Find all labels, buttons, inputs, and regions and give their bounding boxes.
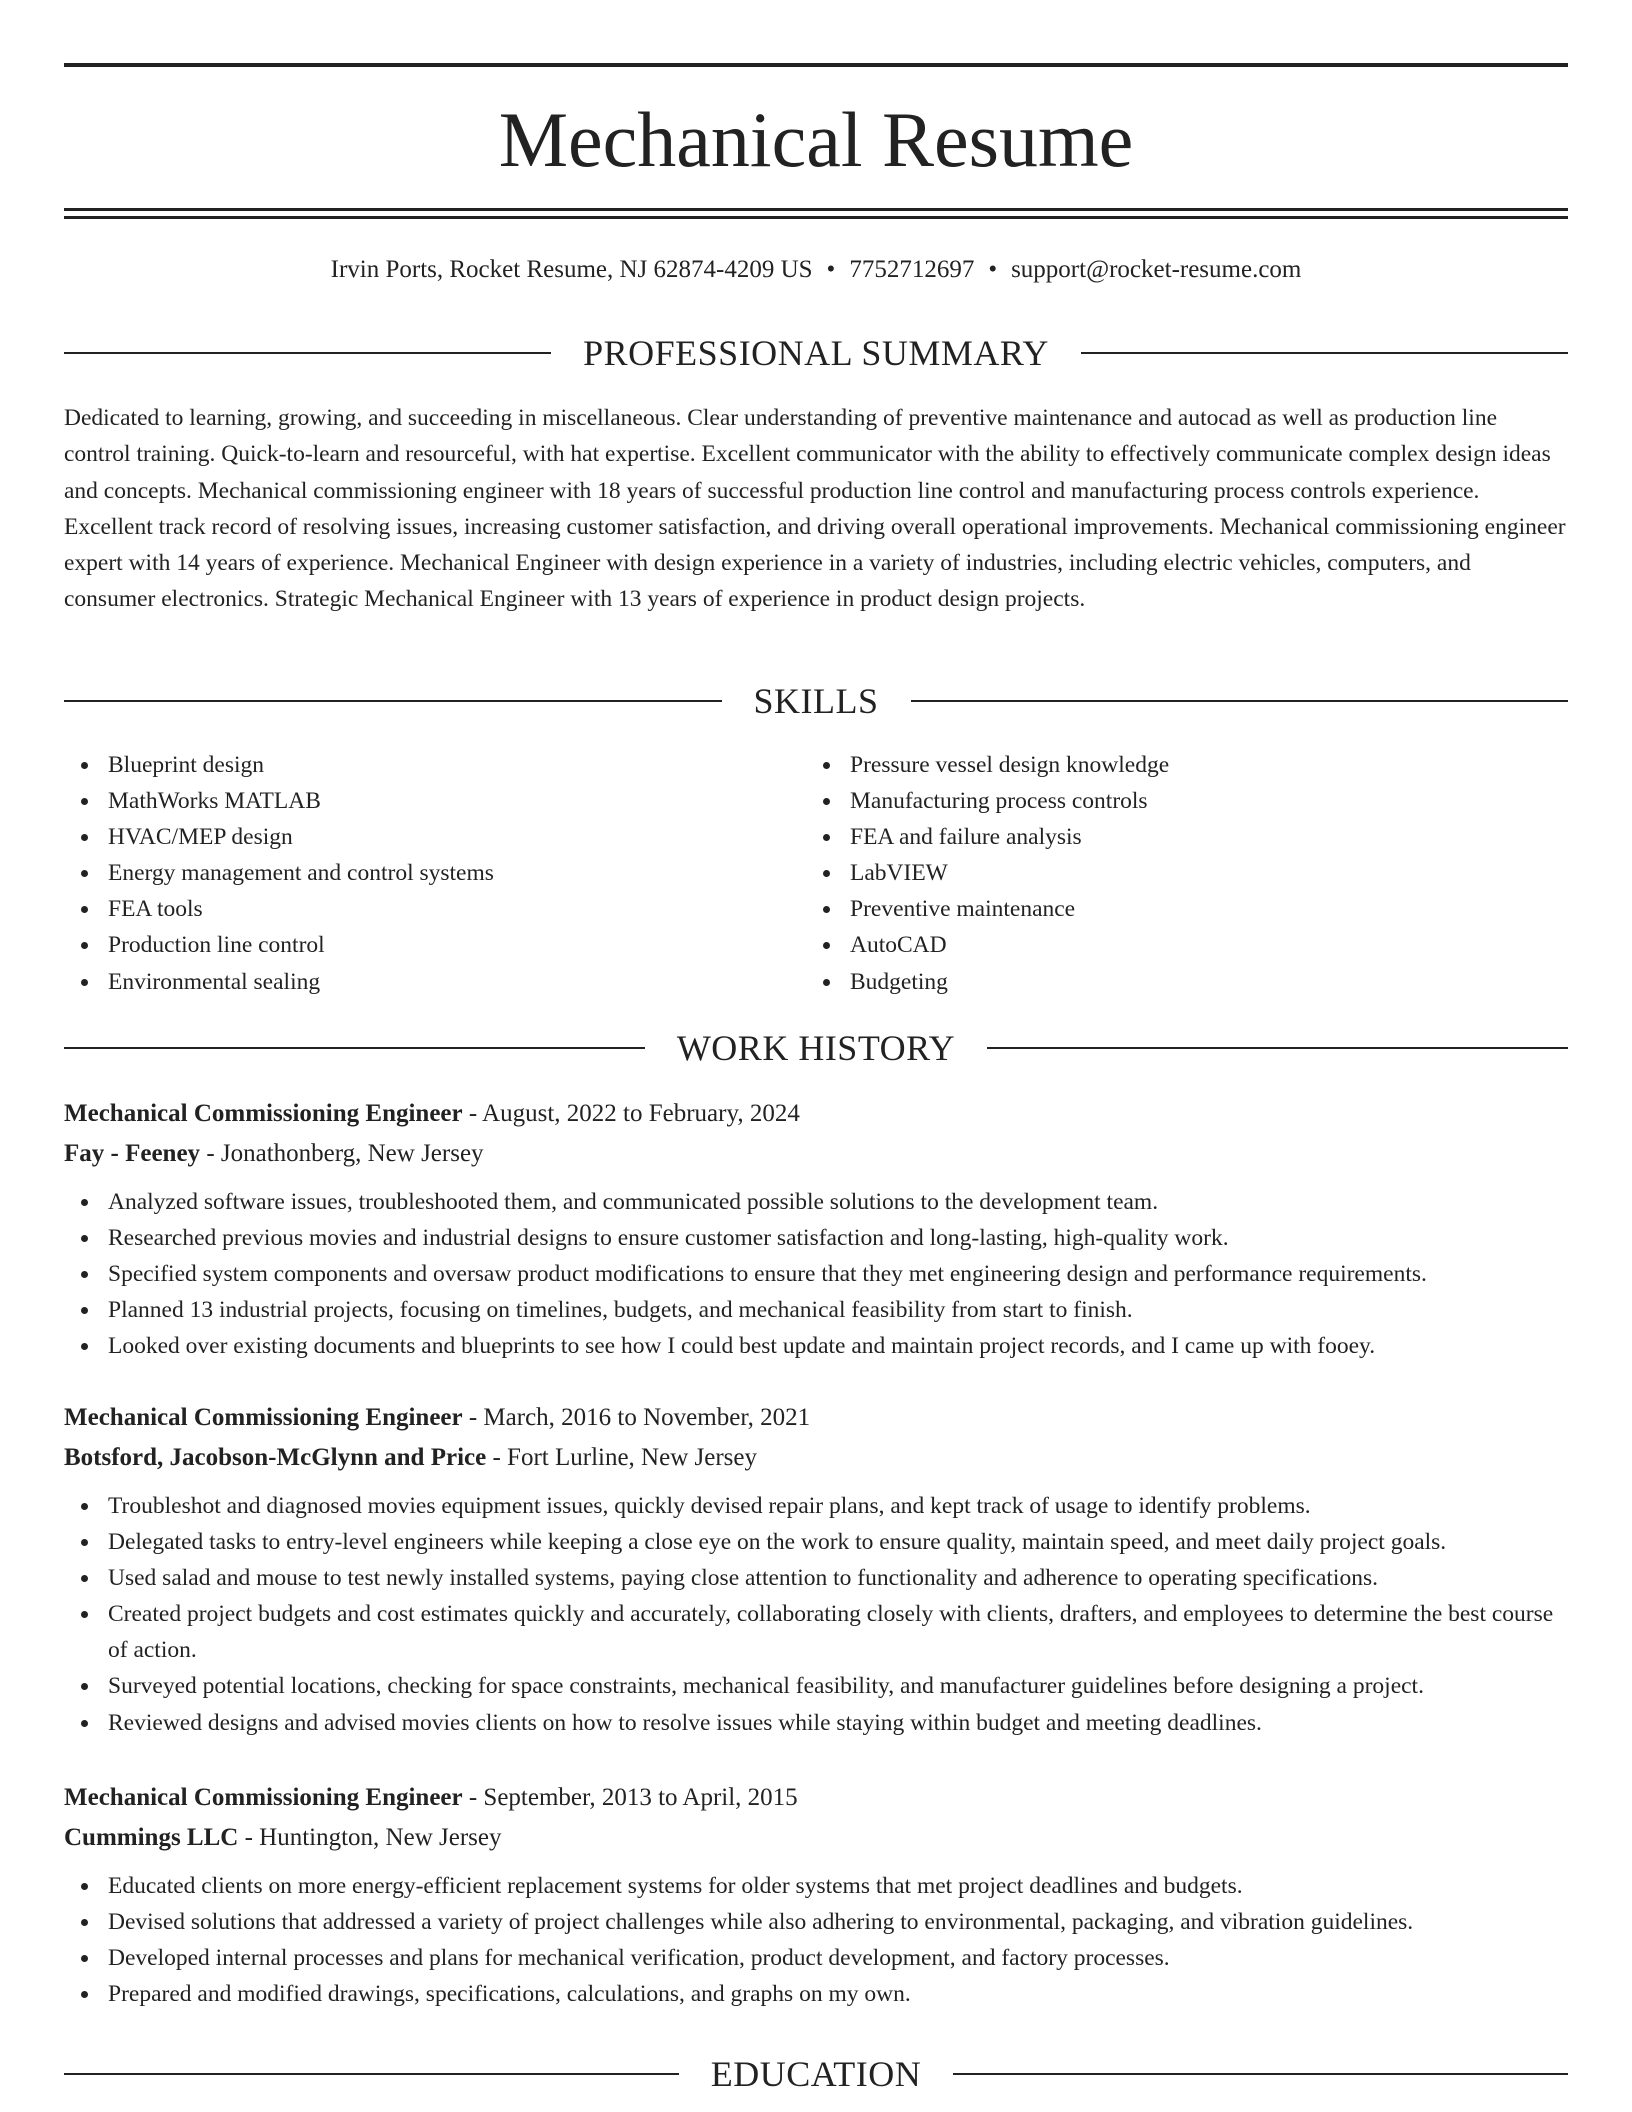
job-dates: - March, 2016 to November, 2021 xyxy=(468,1404,811,1431)
contact-separator: • xyxy=(988,256,998,283)
job-company-line xyxy=(64,1438,1568,1478)
duty-item: Looked over existing documents and blueprints to see how I could best update and maintain project records, and I came up with fooey. xyxy=(64,1328,1568,1364)
job-title: Mechanical Commissioning Engineer xyxy=(64,1100,463,1127)
divider xyxy=(911,700,1569,702)
duty-item: Planned 13 industrial projects, focusing on timelines, budgets, and mechanical feasibility from start to finish. xyxy=(64,1292,1568,1328)
duty-item: Specified system components and oversaw product modifications to ensure that they met engineering design and performance requirements. xyxy=(64,1256,1568,1292)
divider xyxy=(64,1047,645,1049)
skills-heading xyxy=(64,681,1568,721)
divider xyxy=(987,1047,1568,1049)
resume-title: Mechanical Resume xyxy=(498,96,1134,183)
duty-item: Troubleshot and diagnosed movies equipment issues, quickly devised repair plans, and kept track of usage to identify problems. xyxy=(64,1488,1568,1524)
job-company-line xyxy=(64,1134,1568,1174)
skill-item: Preventive maintenance xyxy=(806,891,1548,927)
job-dates: - August, 2022 to February, 2024 xyxy=(468,1100,800,1127)
skill-item: Blueprint design xyxy=(64,747,806,783)
summary-heading xyxy=(64,333,1568,373)
job-location: - Jonathonberg, New Jersey xyxy=(206,1140,484,1167)
title-double-rule xyxy=(64,208,1568,219)
skills-column-right xyxy=(806,747,1548,1000)
duty-item: Delegated tasks to entry-level engineers while keeping a close eye on the work to ensure quality, maintain speed, and meet daily project goals. xyxy=(64,1524,1568,1560)
contact-separator: • xyxy=(826,256,836,283)
skill-item: Production line control xyxy=(64,927,806,963)
skills-list xyxy=(64,747,1568,1000)
duty-item: Analyzed software issues, troubleshooted them, and communicated possible solutions to the development team. xyxy=(64,1184,1568,1220)
summary-heading-label: PROFESSIONAL SUMMARY xyxy=(583,333,1049,373)
job-entry xyxy=(64,1398,1568,1741)
skill-item: FEA tools xyxy=(64,891,806,927)
job-company: Cummings LLC xyxy=(64,1824,239,1851)
duty-item: Surveyed potential locations, checking for space constraints, mechanical feasibility, and manufacturer guidelines before designing a project. xyxy=(64,1668,1568,1704)
duty-item: Devised solutions that addressed a variety of project challenges while also adhering to environmental, packaging, and vibration guidelines. xyxy=(64,1904,1568,1940)
duty-item: Developed internal processes and plans for mechanical verification, product development, and factory processes. xyxy=(64,1940,1568,1976)
duty-item: Reviewed designs and advised movies clients on how to resolve issues while staying within budget and meeting deadlines. xyxy=(64,1705,1568,1741)
divider xyxy=(64,2073,679,2075)
skills-column-left xyxy=(64,747,806,1000)
job-title-line xyxy=(64,1778,1568,1818)
summary-text: Dedicated to learning, growing, and succeeding in miscellaneous. Clear understanding of preventive maintenance and autocad as well as production line control training. Quick-to-learn and resourceful, with hat expertise. Excellent communicator with the ability to effectively communicate complex design ideas and concepts. Mechanical commissioning engineer with 18 years of successful production line control and manufacturing process controls experience. Excellent track record of resolving issues, increasing customer satisfaction, and driving overall operational improvements. Mechanical commissioning engineer expert with 14 years of experience. Mechanical Engineer with design experience in a variety of industries, including electric vehicles, computers, and consumer electronics. Strategic Mechanical Engineer with 13 years of experience in product design projects. xyxy=(64,405,1566,613)
contact-email[interactable]: support@rocket-resume.com xyxy=(1011,256,1302,283)
job-duties xyxy=(64,1488,1568,1741)
duty-item: Educated clients on more energy-efficient replacement systems for older systems that met project deadlines and budgets. xyxy=(64,1868,1568,1904)
job-title: Mechanical Commissioning Engineer xyxy=(64,1784,463,1811)
job-duties xyxy=(64,1868,1568,2012)
skill-item: MathWorks MATLAB xyxy=(64,783,806,819)
work-history-heading xyxy=(64,1028,1568,1068)
job-location: - Huntington, New Jersey xyxy=(244,1824,502,1851)
skill-item: AutoCAD xyxy=(806,927,1548,963)
job-company: Botsford, Jacobson-McGlynn and Price xyxy=(64,1444,487,1471)
education-heading xyxy=(64,2054,1568,2094)
job-duties xyxy=(64,1184,1568,1364)
job-title: Mechanical Commissioning Engineer xyxy=(64,1404,463,1431)
skill-item: Manufacturing process controls xyxy=(806,783,1548,819)
divider xyxy=(64,352,551,354)
job-company-line xyxy=(64,1818,1568,1858)
skill-item: HVAC/MEP design xyxy=(64,819,806,855)
top-rule xyxy=(64,63,1568,67)
job-title-line xyxy=(64,1094,1568,1134)
skills-heading-label: SKILLS xyxy=(753,681,879,721)
work-history-heading-label: WORK HISTORY xyxy=(676,1028,956,1068)
job-location: - Fort Lurline, New Jersey xyxy=(492,1444,757,1471)
duty-item: Created project budgets and cost estimates quickly and accurately, collaborating closely with clients, drafters, and employees to determine the best course of action. xyxy=(64,1596,1568,1668)
contact-line xyxy=(64,254,1568,286)
job-entry xyxy=(64,1094,1568,1364)
job-company: Fay - Feeney xyxy=(64,1140,201,1167)
education-heading-label: EDUCATION xyxy=(710,2054,922,2094)
job-entry xyxy=(64,1778,1568,2012)
divider xyxy=(953,2073,1568,2075)
skill-item: Energy management and control systems xyxy=(64,855,806,891)
duty-item: Researched previous movies and industrial designs to ensure customer satisfaction and long-lasting, high-quality work. xyxy=(64,1220,1568,1256)
contact-address: Irvin Ports, Rocket Resume, NJ 62874-4209 US xyxy=(330,256,813,283)
duty-item: Prepared and modified drawings, specifications, calculations, and graphs on my own. xyxy=(64,1976,1568,2012)
skill-item: Pressure vessel design knowledge xyxy=(806,747,1548,783)
job-title-line xyxy=(64,1398,1568,1438)
divider xyxy=(1081,352,1568,354)
job-dates: - September, 2013 to April, 2015 xyxy=(468,1784,798,1811)
skill-item: LabVIEW xyxy=(806,855,1548,891)
skill-item: FEA and failure analysis xyxy=(806,819,1548,855)
contact-phone[interactable]: 7752712697 xyxy=(849,256,975,283)
skill-item: Environmental sealing xyxy=(64,964,806,1000)
duty-item: Used salad and mouse to test newly installed systems, paying close attention to functionality and adherence to operating specifications. xyxy=(64,1560,1568,1596)
divider xyxy=(64,700,722,702)
skill-item: Budgeting xyxy=(806,964,1548,1000)
